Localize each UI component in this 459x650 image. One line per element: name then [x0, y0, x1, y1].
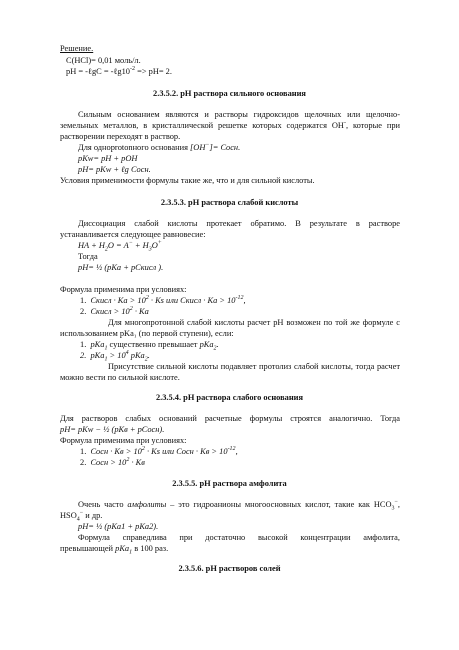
solution-line-2: pH = -ℓgC = $-\ell g10^{-2} => pH= 2$.: [66, 66, 172, 76]
formula: pH= ½ (pKa1 + pKa2).: [78, 522, 159, 531]
heading-weak-acid: 2.3.5.3. pH раствора слабой кислоты: [160, 198, 299, 207]
para-line: Формула применима при условиях:: [60, 285, 187, 294]
para-line: Сильным основанием являются и растворы гидроксидов щелочных или щелочно-: [78, 110, 400, 119]
para-line: Диссоциация слабой кислоты протекает обратимо. В результате в растворе: [78, 219, 400, 228]
para-line: превышающей pKa$_1$ в 100 раз.: [60, 544, 169, 556]
formula: pKw= pH + pOH: [78, 154, 138, 163]
solution-line-1: C(HCl)= 0,01 моль/л.: [66, 56, 141, 65]
heading-ampholyte: 2.3.5.5. pH раствора амфолита: [172, 479, 287, 488]
para-line: растворении переходят в раствор.: [60, 132, 181, 141]
condition-item: 1. pKa$_1$ существенно превышает pKa$_2$.: [80, 340, 219, 352]
para-line: Тогда: [78, 252, 98, 261]
para-line: Формула справедлива при достаточно высокой концентрации амфолита,: [78, 533, 400, 542]
heading-strong-base: 2.3.5.2. pH раствора сильного основания: [153, 89, 306, 98]
condition-item: 2. $pKa_1 > 10^4$ pKa$_2$.: [80, 350, 150, 363]
para-line: Очень часто амфолиты – это гидроанионы многоосновных кислот, такие как $HCO_3^-$,: [78, 499, 400, 512]
para-line: Для растворов слабых оснований расчетные формулы строятся аналогично. Тогда: [60, 414, 400, 423]
para-line: земельных металлов, в кристаллической решетке которых содержатся OH-, которые при: [60, 120, 400, 130]
para-line: устанавливается следующее равновесие:: [60, 230, 206, 239]
heading-weak-base: 2.3.5.4. pH раствора слабого основания: [155, 393, 304, 402]
para-line: $HSO_4^-$ и др.: [60, 510, 103, 523]
para-line: использованием pKa₁ (по первой ступени), если:: [60, 329, 234, 338]
para-line: Присутствие сильной кислоты подавляет протолиз слабой кислоты, тогда расчет: [108, 362, 400, 371]
para-line: Условия применимости формулы такие же, что и для сильной кислоты.: [60, 176, 315, 185]
heading-salt-solutions: 2.3.5.6. pH растворов солей: [178, 564, 281, 573]
condition-item: 1. Cосн · Kв > $10^2 \cdot Ks$ или Cосн · Kв > $10^{-12}$,: [80, 446, 238, 456]
para-line: Для многопротонной слабой кислоты расчет pH возможен по той же формуле с: [108, 318, 400, 327]
solution-title: Решение.: [60, 44, 94, 53]
condition-item: 1. Cкисл · $Ka > 10^2 \cdot Ks$ или Cкисл · $Ka > 10^{-12}$,: [80, 295, 246, 305]
formula-equilibrium: HA + $H_2O = A^- + H_3O^+$: [78, 240, 162, 253]
condition-item: 2. Cосн > $10^2$ · Kв: [80, 457, 145, 467]
para-line: можно вести по сильной кислоте.: [60, 373, 180, 382]
formula: pH= ½ (pKa + pCкисл ).: [78, 263, 164, 272]
para-line: Для одноprotonного основания [OH−]= Cосн.: [78, 142, 241, 152]
para-line: Формула применима при условиях:: [60, 436, 187, 445]
formula: pH= pKw − ½ (pKв + pCосн).: [60, 425, 165, 434]
condition-item: 2. Cкисл > $10^2 \cdot Ka$: [80, 306, 149, 316]
formula: pH= pKw + ℓg Cосн.: [78, 165, 151, 174]
